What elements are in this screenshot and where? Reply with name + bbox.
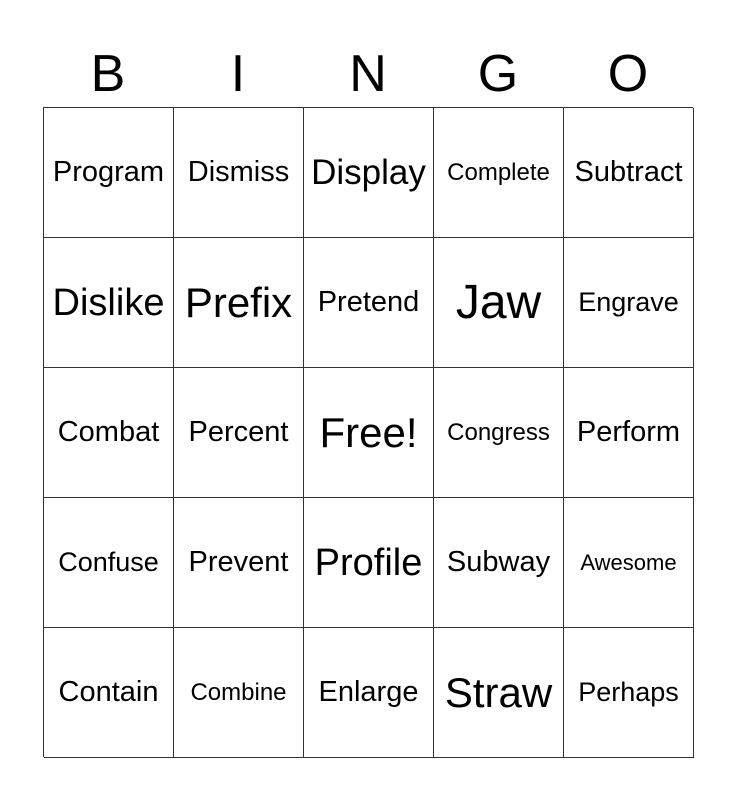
bingo-cell — [434, 498, 564, 628]
header-letter-g: G — [477, 45, 519, 103]
cell-word: Jaw — [455, 275, 542, 329]
bingo-cell — [174, 238, 304, 368]
bingo-cell — [564, 238, 694, 368]
bingo-cell — [174, 368, 304, 498]
cell-word: Prevent — [188, 546, 289, 578]
cell-word: Dismiss — [187, 156, 290, 188]
cell-word: Subtract — [574, 156, 683, 188]
header-letter-i: I — [230, 45, 246, 103]
cell-word: Subway — [446, 546, 551, 578]
cell-word: Complete — [447, 158, 550, 186]
cell-word: Percent — [188, 416, 289, 448]
cell-word: Awesome — [580, 549, 677, 575]
bingo-cell — [174, 108, 304, 238]
cell-word: Perform — [576, 416, 681, 448]
cell-word: Congress — [447, 418, 550, 446]
cell-word: Straw — [444, 668, 553, 716]
cell-word: Contain — [58, 676, 159, 708]
bingo-cell — [44, 628, 174, 758]
bingo-header — [43, 40, 693, 108]
bingo-board — [43, 107, 693, 757]
cell-word: Perhaps — [578, 677, 679, 707]
cell-word: Program — [52, 156, 165, 188]
free-space — [304, 368, 434, 498]
bingo-cell — [304, 238, 434, 368]
bingo-cell — [434, 368, 564, 498]
bingo-cell — [564, 108, 694, 238]
cell-word: Combine — [190, 678, 287, 706]
cell-word: Prefix — [184, 278, 293, 326]
bingo-cell — [564, 368, 694, 498]
bingo-cell — [304, 628, 434, 758]
cell-word: Profile — [314, 541, 423, 584]
cell-word: Dislike — [52, 281, 165, 324]
cell-word: Combat — [57, 416, 160, 448]
bingo-cell — [564, 498, 694, 628]
bingo-cell — [174, 628, 304, 758]
cell-word: Free! — [319, 408, 418, 456]
bingo-cell — [434, 238, 564, 368]
cell-word: Pretend — [317, 286, 420, 318]
cell-word: Display — [311, 153, 426, 192]
cell-word: Enlarge — [318, 676, 419, 708]
cell-word: Engrave — [578, 287, 679, 317]
bingo-cell — [44, 368, 174, 498]
bingo-cell — [434, 628, 564, 758]
header-letter-n: N — [349, 45, 387, 103]
bingo-cell — [564, 628, 694, 758]
bingo-cell — [304, 498, 434, 628]
bingo-cell — [44, 498, 174, 628]
cell-word: Confuse — [58, 547, 159, 577]
bingo-cell — [44, 238, 174, 368]
bingo-cell — [174, 498, 304, 628]
header-letter-o: O — [607, 45, 649, 103]
bingo-cell — [304, 108, 434, 238]
header-letter-b: B — [90, 45, 126, 103]
bingo-cell — [44, 108, 174, 238]
bingo-cell — [434, 108, 564, 238]
